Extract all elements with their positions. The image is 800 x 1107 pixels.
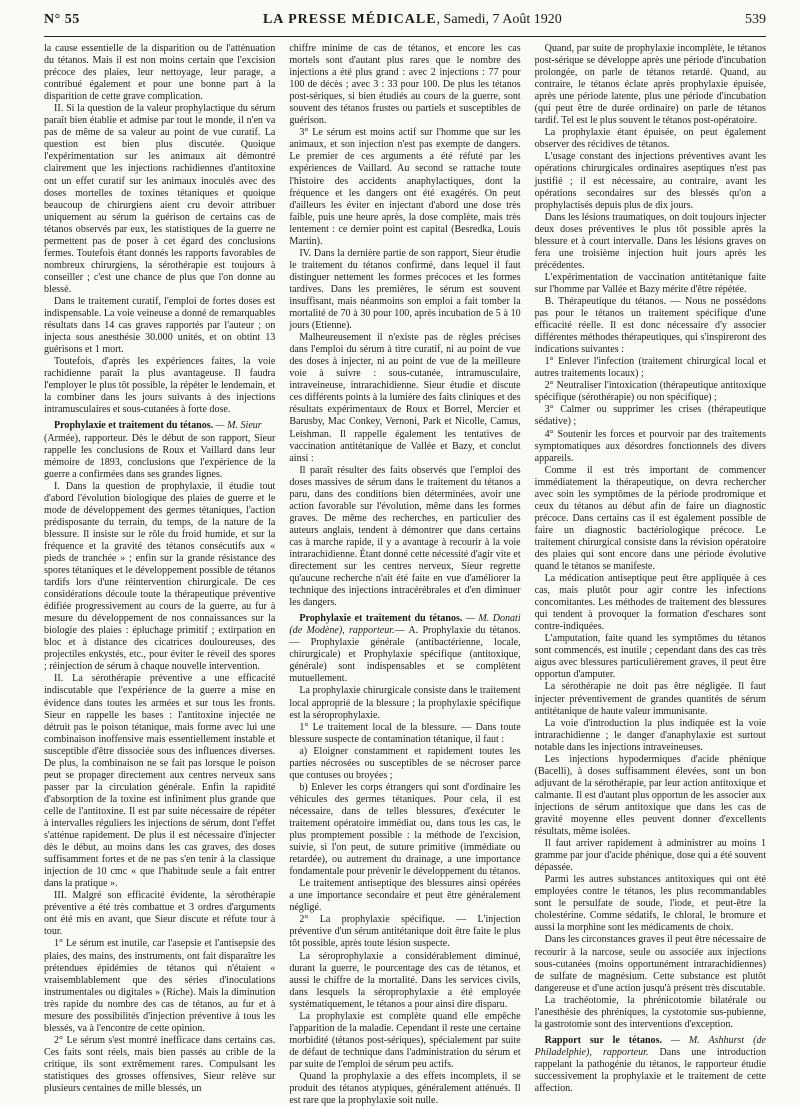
section-intro: — A. Prophylaxie du tétanos. — Prophylaxie générale (antibactérienne, locale, chirurgicale) et Prophylaxie spécifique (antitoxique, générale) sont indispensables et se complètent mutuellement.	[289, 625, 521, 685]
paragraph: 2° Neutraliser l'intoxication (thérapeutique antitoxique spécifique (sérothérapie) ou non spécifique) ;	[534, 380, 766, 404]
paragraph: Quand, par suite de prophylaxie incomplète, le tétanos post-sérique se développe après une période d'incubation prolongée, on parle de tétanos retardé. Quand, au contraire, le tétanos éclate après prophylaxie épuisée, après une période latente, plus une période d'incubation (qui peut être de durée ordinaire) on parle de tétanos tardif. Tel est le plus souvent le tétanos post-opératoire.	[534, 43, 766, 127]
paragraph: b) Enlever les corps étrangers qui sont d'ordinaire les véhicules des germes tétaniques. Pour cela, il est nécessaire, dans de telles blessures, d'exécuter le traitement opératoire immédiat ou, dans tous les cas, le plus promptement possible : la méthode de l'excision, suivie, si l'on peut, de suture primitive (immédiate ou retardée), ou autrement du drainage, a une importance fondamentale pour prévenir le développement du tétanos.	[289, 781, 521, 878]
paragraph: Il paraît résulter des faits observés que l'emploi des doses massives de sérum dans le traitement du tétanos a paru, dans des conditions bien déterminées, avoir une action favorable sur l'évolution, même dans les formes graves. De même des recherches, en particulier des auteurs anglais, tendent à démontrer que dans certains cas à marche rapide, il y a avantage à recourir à la voie intrarachidienne. Étant donné cette nécessité d'agir vite et directement sur les centres nerveux, Sieur regrette qu'aucune recherche n'ait été faite en vue d'améliorer la technique des injections intracérébrales et d'en diminuer les dangers.	[289, 464, 521, 609]
page-number: 539	[744, 12, 766, 27]
section-heading	[44, 420, 275, 432]
paragraph: Dans les circonstances graves il peut être nécessaire de recourir à la narcose, seule ou associée aux injections sous-cutanées (moins opportunément intrarachidiennes) de sulfate de magnésium. Cette substance est plutôt dangereuse et d'une action jusqu'à présent très discutable.	[534, 934, 766, 994]
section-author: — M. Sieur	[213, 420, 262, 432]
paragraph: B. Thérapeutique du tétanos. — Nous ne possédons pas pour le tétanos un traitement spécifique d'une efficacité réelle. Il est donc nécessaire d'y associer différentes méthodes thérapeutiques, qui s'inspireront des indications suivantes :	[534, 295, 766, 356]
paragraph: chiffre minime de cas de tétanos, et encore les cas mortels sont d'autant plus rares que le nombre des injections a été plus grand : avec 2 injections : 77 pour 100 de décès ; avec 3 : 33 pour 100. De plus les tétanos post-sériques, si bien étudiés au cours de la guerre, sont souvent des tétanos frustes ou partiels et susceptibles de guérison.	[289, 43, 521, 127]
paragraph: Dans le traitement curatif, l'emploi de fortes doses est indispensable. La voie veineuse a donné de remarquables résultats dans 14 cas graves rapportés par l'auteur ; on injecta sous anesthésie 30.000 unités, et on obtint 13 guérisons et 1 mort.	[44, 295, 276, 356]
paragraph: II. La sérothérapie préventive a une efficacité indiscutable que l'expérience de la guerre a mise en évidence dans toutes les armées et sur tous les fronts. Sieur en rappelle les bases : l'antitoxine injectée ne détruit pas le poison tétanique, mais forme avec lui une combinaison inoffensive mais essentiellement instable et susceptible d'être dissociée sous des influences diverses. De plus, la combinaison ne se fait pas lorsque le poison peut se propager directement aux centres nerveux sans passer par la circulation générale. Enfin la rapidité d'absorption de la toxine est infiniment plus grande que celle de l'antitoxine. Il est par suite nécessaire de répéter à intervalles réguliers les injections de sérum, dont l'effet s'atténue rapidement. De plus il est nécessaire d'injecter dès le début, au moins dans les cas graves, des doses suffisamment fortes et de ne pas s'en tenir à la classique injection de 10 cmc « que l'habitude seule a fait entrer dans la pratique ».	[44, 673, 276, 890]
paragraph: Toutefois, d'après les expériences faites, la voie rachidienne paraît la plus avantageuse. Il faudra l'employer le plus tôt possible, la répéter le lendemain, et la combiner dans les jours suivants à des injections intramusculaires et sous-cutanées à forte dose.	[44, 356, 276, 416]
issue-number: N° 55	[44, 12, 80, 27]
paragraph: 2° La prophylaxie spécifique. — L'injection préventive d'un sérum antitétanique doit être faite le plus tôt possible, après toute lésion suspecte.	[289, 914, 521, 950]
paragraph: Il faut arriver rapidement à administrer au moins 1 gramme par jour d'acide phénique, dose qui a été souvent dépassée.	[534, 838, 766, 874]
paragraph: Comme il est très important de commencer immédiatement la thérapeutique, on devra rechercher avec soin les symptômes de la période prodromique et ceux du tétanos au début afin de faire un diagnostic précoce. Dans certains cas il est également possible de faire un diagnostic bactériologique précoce. Le traitement chirurgical consiste dans la révision opératoire des plaies qui sont encore dans une période évolutive quand le tétanos se manifeste.	[534, 464, 766, 573]
paragraph: La prophylaxie est complète quand elle empêche l'apparition de la maladie. Cependant il reste une certaine morbidité (tétanos post-sériques), spécialement par suite de défaut de technique dans l'administration du sérum et par suite de l'emploi de sérum peu actifs.	[289, 1010, 521, 1070]
paragraph: II. Si la question de la valeur prophylactique du sérum paraît bien établie et admise par tout le monde, il n'en va pas de même de sa valeur au point de vue curatif. La question est bien plus discutée. Quoique l'expérimentation sur les animaux ait démontré clairement que les injections rachidiennes d'antitoxine ont un effet curatif sur les animaux inoculés avec des doses mortelles de toxines tétaniques et quoique beaucoup de chirurgiens aient cru devoir attribuer uniquement au sérum la guérison de certains cas de tétanos observés par eux, les statistiques de la guerre ne permettent pas de poser à cet égard des conclusions fermes. Toutefois étant donnés les rapports favorables de nombreux chirurgiens, la sérothérapie est toujours à conseiller ; c'est une chance de plus que l'on donne au blessé.	[44, 103, 276, 295]
paragraph: a) Eloigner constamment et rapidement toutes les parties nécrosées ou susceptibles de se nécroser parce que contuses ou broyées ;	[289, 745, 521, 781]
paragraph: Quand la prophylaxie a des effets incomplets, il se produit des tétanos atypiques, généralement atténués. Il est rare que la prophylaxie soit nulle.	[289, 1070, 521, 1107]
header-rule	[44, 36, 766, 37]
paragraph: L'amputation, faite quand les symptômes du tétanos sont commencés, est inutile ; cependant dans des cas très aigus avec blessures particulièrement graves, il peut être opportun d'amputer.	[534, 633, 766, 681]
paragraph: La voie d'introduction la plus indiquée est la voie intrarachidienne ; le danger d'anaphylaxie est surtout notable dans les injections intraveineuses.	[534, 717, 766, 753]
paragraph: L'usage constant des injections préventives avant les opérations chirurgicales ordinaires aseptiques n'est pas justifié ; il est nécessaire, au contraire, avant les opérations secondaires sur des blessés qu'on a prophylactisés depuis plus de dix jours.	[534, 151, 766, 211]
paragraph: 1° Le sérum est inutile, car l'asepsie et l'antisepsie des plaies, des mains, des instruments, ont fait disparaître les prétendues épidémies de tétanos qui n'étaient « vraisemblablement que des séries d'inoculations instrumentales ou digitales » (Riche). Mais la diminution très rapide du nombre des cas de tétanos, au fur et à mesure des possibilités d'injection préventive à tous les blessés, va à l'encontre de cette opinion.	[44, 938, 276, 1034]
paragraph: Le traitement antiseptique des blessures ainsi opérées a une importance secondaire et peut être généralement négligé.	[289, 878, 521, 914]
page-header	[44, 12, 766, 34]
paragraph: I. Dans la question de prophylaxie, il étudie tout d'abord l'évolution biologique des plaies de guerre et le mode de développement des germes tétaniques, l'action prédisposante du terrain, du temps, de la nature de la blessure. Il insiste sur le rôle du froid humide, et sur la fréquence et la gravité des tétanos consécutifs aux « pieds de tranchée » ; enfin sur la grande résistance des spores tétaniques et le développement possible de tétanos tardifs lors d'une réintervention chirurgicale. De ces considérations découle toute la thérapeutique préventive édifiée progressivement au cours de la guerre, au fur à mesure du développement de nos connaissances sur la biologie des plaies : épluchage primitif ; extirpation en bloc et à distance des cicatrices douloureuses, des projectiles enkystés, etc., pour éviter le réveil des spores ; réinjection de sérum à chaque nouvelle intervention.	[44, 480, 276, 673]
paragraph: La séroprophylaxie a considérablement diminué, durant la guerre, le pourcentage des cas de tétanos, et aussi le chiffre de la mortalité. Dans les services civils, dans lesquels la séroprophylaxie a été employée systématiquement, le tétanos a pour ainsi dire disparu.	[289, 950, 521, 1010]
paragraph: La prophylaxie étant épuisée, on peut également observer des récidives de tétanos.	[534, 127, 766, 151]
paragraph: Les injections hypodermiques d'acide phénique (Bacelli), à doses suffisamment élevées, sont un bon adjuvant de la sérothérapie, par leur action antitoxique et calmante. Il est d'autant plus opportun de les associer aux injections de sérum antitoxique que dans les cas de gravité moyenne elles peuvent donner d'excellents résultats, même isolées.	[534, 753, 766, 838]
paragraph: La sérothérapie ne doit pas être négligée. Il faut injecter préventivement de grandes quantités de sérum antitétanique de haute valeur immunisante.	[534, 681, 766, 717]
section-title: Prophylaxie et traitement du tétanos.	[299, 613, 463, 625]
paragraph: 2° Le sérum s'est montré inefficace dans certains cas. Ces faits sont réels, mais bien passés au crible de la critique, ils sont extrêmement rares. Compulsant les statistiques des grosses offensives, Sieur relève sur plusieurs centaines de mille blessés, un	[44, 1034, 276, 1095]
section-heading	[289, 613, 520, 685]
paragraph: III. Malgré son efficacité évidente, la sérothérapie préventive a été très combattue et 3 ordres d'arguments ont été mis en avant, que Sieur discute et réfute tour à tour.	[44, 890, 276, 938]
paragraph: Malheureusement il n'existe pas de règles précises dans l'emploi du sérum à titre curatif, ni au point de vue des doses à injecter, ni au point de vue de la meilleure voie à suivre : sous-cutanée, intramusculaire, intraveineuse, intrarachidienne. Sieur étudie et discute ces différents points à la lumière des faits cliniques et des résultats expérimentaux de Roux et Borrel, Mercier et Barusby, Mac Conkey, Vernoni, Park et Nicolle, Camus, Leishman. Il rappelle également les tentatives de vaccination antitétanique de Vallée et Bazy, et conclut ainsi :	[289, 332, 521, 464]
paragraph: La prophylaxie chirurgicale consiste dans le traitement local approprié de la blessure ; la prophylaxie spécifique est la séroprophylaxie.	[289, 685, 521, 721]
paragraph: L'expérimentation de vaccination antitétanique faite sur l'homme par Vallée et Bazy mérite d'être répétée.	[534, 271, 766, 295]
paragraph: Parmi les autres substances antitoxiques qui ont été employées contre le tétanos, les plus recommandables sont le persulfate de soude, l'iode, et peut-être la cholestérine. Comme sédatifs, le chloral, le bromure et aussi la morphine sont les médicaments de choix.	[534, 874, 766, 934]
column-1	[44, 43, 276, 1095]
section-title: Prophylaxie et traitement du tétanos.	[54, 420, 214, 432]
paragraph: 1° Enlever l'infection (traitement chirurgical local et autres traitements locaux) ;	[534, 356, 766, 380]
paragraph: 3° Le sérum est moins actif sur l'homme que sur les animaux, et son injection n'est pas exempte de dangers. Le premier de ces arguments a été réfuté par les expériences de Vaillard. Au second se rattache toute l'histoire des accidents anaphylactiques, dont la fréquence et les dangers ont été exagérés. On peut d'ailleurs les éviter en injectant d'abord une dose très faible, puis une heure après, la dose complète, mais très lentement : ce dernier point est capital (Besredka, Louis Martin).	[289, 127, 521, 247]
paragraph: La médication antiseptique peut être appliquée à ces cas, mais plutôt pour agir contre les infections concomitantes. Les méthodes de traitement des blessures qui tendent à provoquer la formation d'eschares sont contre-indiquées.	[534, 573, 766, 633]
section-author: — M. Ashhurst (de Philadelphie), rapporteur.	[534, 1034, 766, 1058]
paragraph: Dans les lésions traumatiques, on doit toujours injecter deux doses préventives le plus tôt possible après la blessure et à court intervalle. Dans les lésions graves on fera une troisième injection huit jours après les précédentes.	[534, 211, 766, 271]
section-title: Rapport sur le tétanos.	[544, 1034, 662, 1046]
journal-name: LA PRESSE MÉDICALE	[262, 12, 437, 27]
section-intro: Dans une introduction rappelant la pathogénie du tétanos, le rapporteur étudie successivement la prophylaxie et le traitement de cette affection.	[534, 1046, 766, 1095]
section-heading	[535, 1035, 766, 1095]
paragraph: IV. Dans la dernière partie de son rapport, Sieur étudie le traitement du tétanos confirmé, dans lequel il faut distinguer nettement les formes précoces et les formes tardives. Dans les premières, le sérum est souvent insuffisant, mais néanmoins son emploi a fait tomber la mortalité de 70 à 30 pour 100, après incubation de 5 à 10 jours (Etienne).	[289, 247, 521, 332]
section-author: — M. Donati (de Modène), rapporteur.	[289, 613, 521, 637]
issue-date: , Samedi, 7 Août 1920	[436, 12, 562, 27]
paragraph: 1° Le traitement local de la blessure. — Dans toute blessure suspecte de contamination tétanique, il faut :	[289, 721, 521, 745]
column-3	[534, 43, 766, 1095]
paragraph: 3° Calmer ou supprimer les crises (thérapeutique sédative) ;	[534, 404, 766, 428]
journal-title-line	[263, 12, 562, 28]
paragraph: (Armée), rapporteur. Dès le début de son rapport, Sieur rappelle les conclusions de Roux et Vaillard dans leur mémoire de 1893, conclusions que l'expérience de la guerre a confirmées dans ses grandes lignes.	[44, 432, 276, 480]
paragraph: La trachéotomie, la phrénicotomie bilatérale ou l'anesthésie des phréniques, la cystotomie sus-pubienne, la gastrotomie sont des interventions d'exception.	[534, 994, 766, 1030]
paragraph: la cause essentielle de la disparition ou de l'atténuation du tétanos. Mais il est non moins certain que l'excision précoce des plaies, leur nettoyage, leur parage, a contribué également et pour une bonne part à la disparition de cette grave complication.	[44, 43, 276, 103]
text-columns	[44, 43, 766, 1107]
column-2	[289, 43, 521, 1107]
paragraph: 4° Soutenir les forces et pourvoir par des traitements symptomatiques aux désordres fonctionnels des divers appareils.	[534, 428, 766, 464]
